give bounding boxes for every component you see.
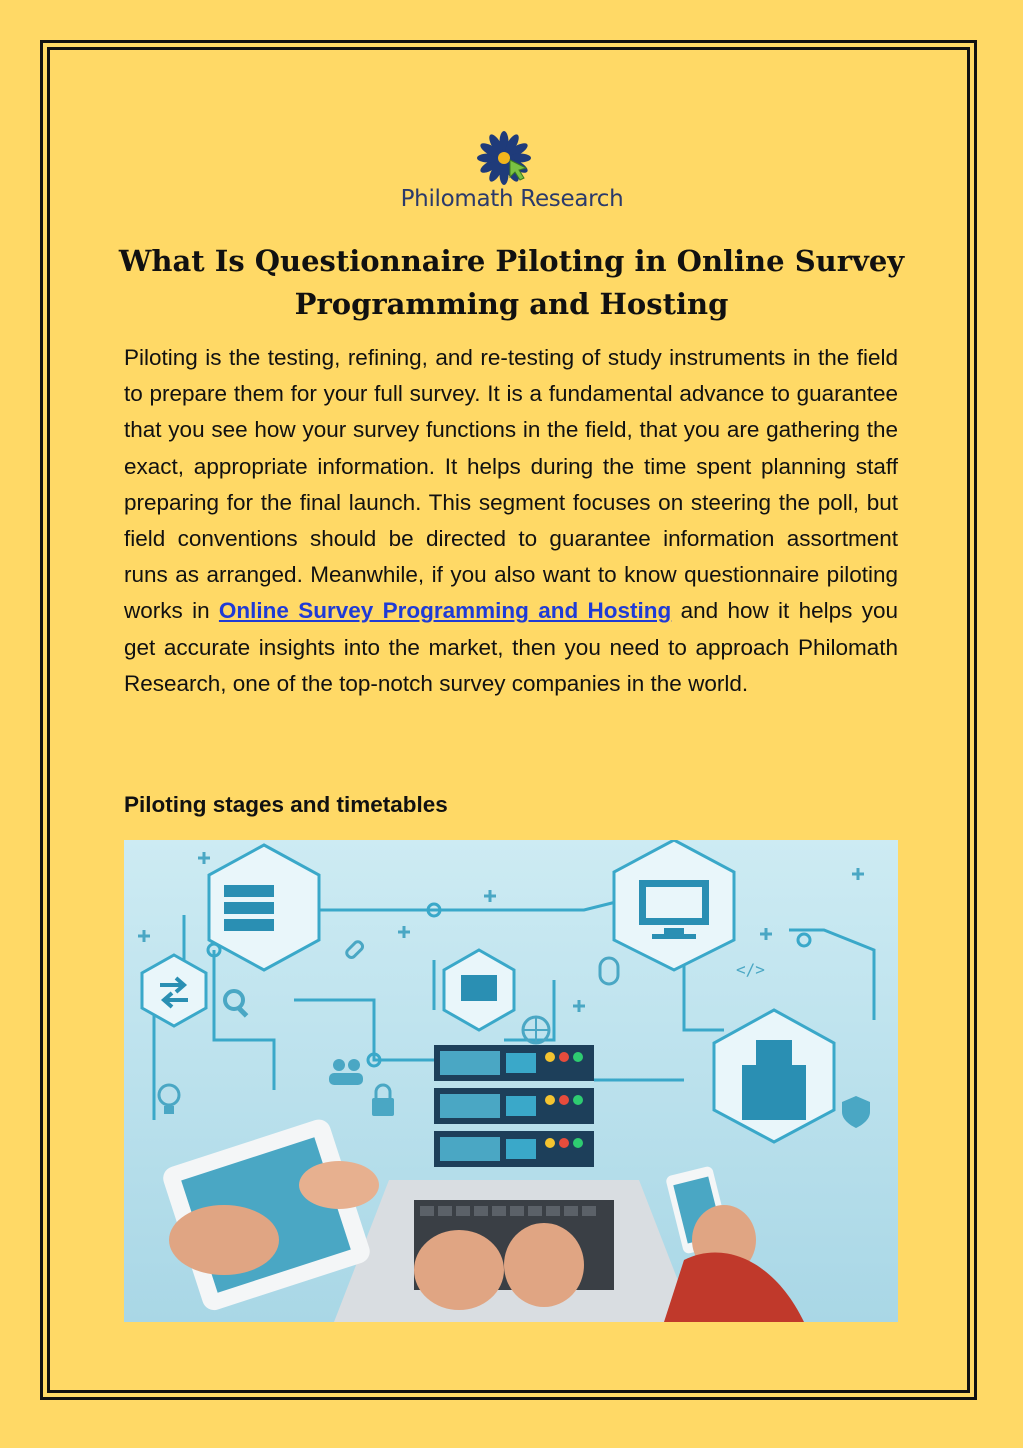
svg-text:</>: </> [736, 960, 765, 979]
article-title: What Is Questionnaire Piloting in Online Survey Programming and Hosting [118, 244, 905, 321]
illustration-svg [124, 840, 898, 1322]
paragraph-text-end: and how it helps you get accurate insights into the market, then you need to approach Philomath Research, one of the top-notch survey companies in the world. [124, 598, 898, 696]
globe-icon [523, 1017, 549, 1043]
rack-servers [434, 1045, 594, 1167]
brand-logo [387, 130, 637, 222]
network-illustration [124, 840, 898, 1322]
paragraph-text-start: Piloting is the testing, refining, and re-testing of study instruments in the field to prepare them for your full survey. It is a fundamental advance to guarantee that you see how your survey functions in the field, that you are gathering the exact, appropriate information. It helps during the time spent planning staff preparing for the final launch. This segment focuses on steering the poll, but field conventions should be directed to guarantee information assortment runs as arranged. Meanwhile, if you also want to know questionnaire piloting works in [124, 345, 898, 624]
brand-name: Philomath Research [400, 186, 624, 212]
code-icon [736, 960, 765, 979]
section-heading: Piloting stages and timetables [124, 792, 448, 817]
body-paragraph [124, 340, 898, 702]
online-survey-link[interactable]: Online Survey Programming and Hosting [218, 598, 672, 624]
flower-logo-icon [472, 130, 552, 190]
